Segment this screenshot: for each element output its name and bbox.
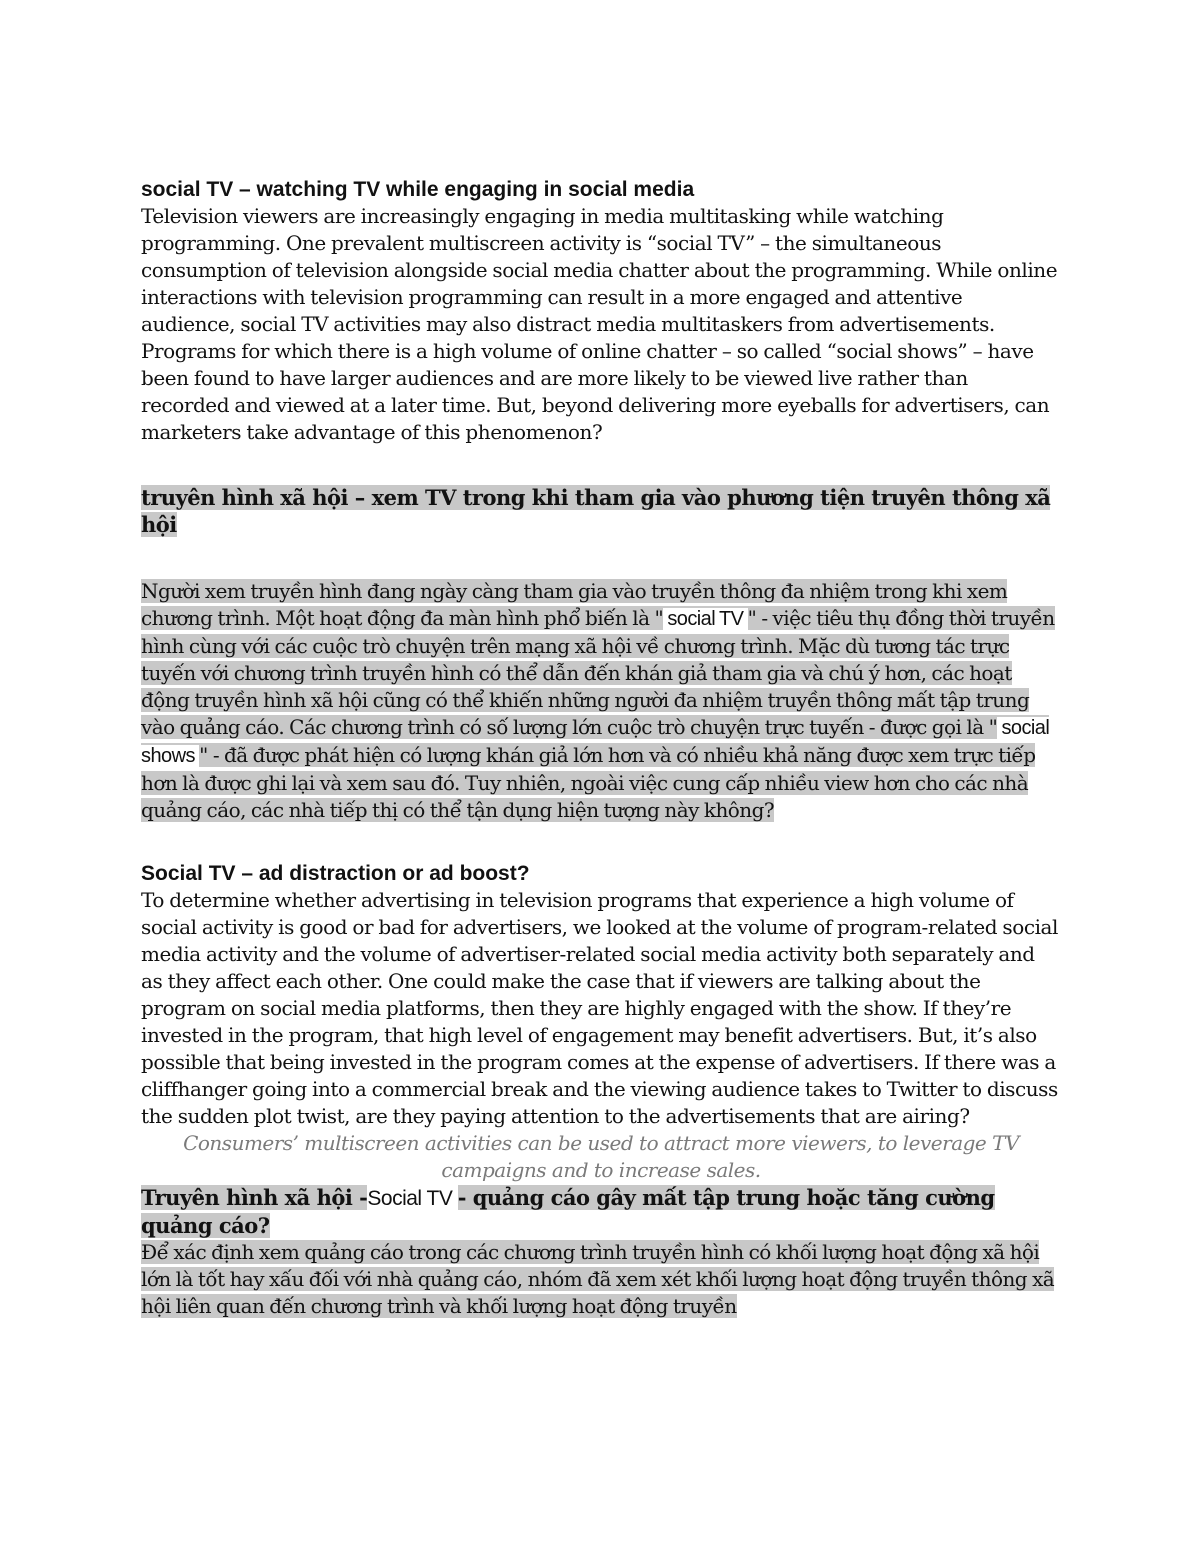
section2-body-part1: Người xem truyền hình đang ngày càng tham gia vào truyền thông đa nhiệm trong khi xem chương trình. Một hoạt động đa màn hình phổ biến là "	[141, 579, 1008, 630]
term-social-tv: social TV	[663, 608, 748, 630]
section4-title	[141, 1184, 1061, 1239]
term-social-shows: social shows	[141, 717, 1050, 767]
spacer	[141, 824, 1061, 860]
section2-title-text: truyên hình xã hội – xem TV trong khi tham gia vào phương tiện truyên thông xã hội	[141, 485, 1051, 537]
section4-title-part3: - quảng cáo gây mất tập trung hoặc tăng cường quảng cáo?	[141, 1185, 995, 1238]
section4-title-part2: Social TV	[367, 1187, 458, 1210]
pull-quote: Consumers’ multiscreen activities can be used to attract more viewers, to leverage TV campaigns and to increase sales.	[183, 1131, 1019, 1182]
section4-title-part1: Truyên hình xã hội -	[141, 1185, 368, 1210]
spacer	[141, 538, 1061, 568]
document-page	[141, 176, 1061, 1320]
section4-body-text: Để xác định xem quảng cáo trong các chương trình truyền hình có khối lượng hoạt động xã hội lớn là tốt hay xấu đối với nhà quảng cáo, nhóm đã xem xét khối lượng hoạt động truyền thông xã hội liên quan đến chương trình và khối lượng hoạt động truyền	[141, 1240, 1055, 1318]
section3-title: Social TV – ad distraction or ad boost?	[141, 862, 530, 885]
section1-title: social TV – watching TV while engaging in social media	[141, 178, 695, 201]
section2-body-part2: " - việc tiêu thụ đồng thời truyền hình cùng với các cuộc trò chuyện trên mạng xã hội về chương trình. Mặc dù tương tác trực tuyến với chương trình truyền hình có thể dẫn đến khán giả tham gia và chú ý hơn, các hoạt động truyền hình xã hội cũng có thể khiến những người đa nhiệm truyền thông mất tập trung vào quảng cáo. Các chương trình có số lượng lớn cuộc trò chuyện trực tuyến - được gọi là "	[141, 606, 1055, 739]
section2-body-part3: " - đã được phát hiện có lượng khán giả lớn hơn và có nhiều khả năng được xem trực tiếp hơn là được ghi lại và xem sau đó. Tuy nhiên, ngoài việc cung cấp nhiều view hơn cho các nhà quảng cáo, các nhà tiếp thị có thể tận dụng hiện tượng này không?	[141, 743, 1036, 822]
section3-body: To determine whether advertising in television programs that experience a high volume of social activity is good or bad for advertisers, we looked at the volume of program-related social media activity and the volume of advertiser-related social media activity both separately and as they affect each other. One could make the case that if viewers are talking about the program on social media platforms, then they are highly engaged with the show. If they’re invested in the program, that high level of engagement may benefit advertisers. But, it’s also possible that being invested in the program comes at the expense of advertisers. If there was a cliffhanger going into a commercial break and the viewing audience takes to Twitter to discuss the sudden plot twist, are they paying attention to the advertisements that are airing?	[141, 888, 1058, 1128]
spacer	[141, 568, 1061, 578]
section2-title	[141, 484, 1061, 538]
spacer	[141, 446, 1061, 484]
section4-body	[141, 1239, 1061, 1320]
section2-body	[141, 578, 1061, 824]
section1-body: Television viewers are increasingly engaging in media multitasking while watching programming. One prevalent multiscreen activity is “social TV” – the simultaneous consumption of television alongside social media chatter about the programming. While online interactions with television programming can result in a more engaged and attentive audience, social TV activities may also distract media multitaskers from advertisements. Programs for which there is a high volume of online chatter – so called “social shows” – have been found to have larger audiences and are more likely to be viewed live rather than recorded and viewed at a later time. But, beyond delivering more eyeballs for advertisers, can marketers take advantage of this phenomenon?	[141, 204, 1058, 444]
